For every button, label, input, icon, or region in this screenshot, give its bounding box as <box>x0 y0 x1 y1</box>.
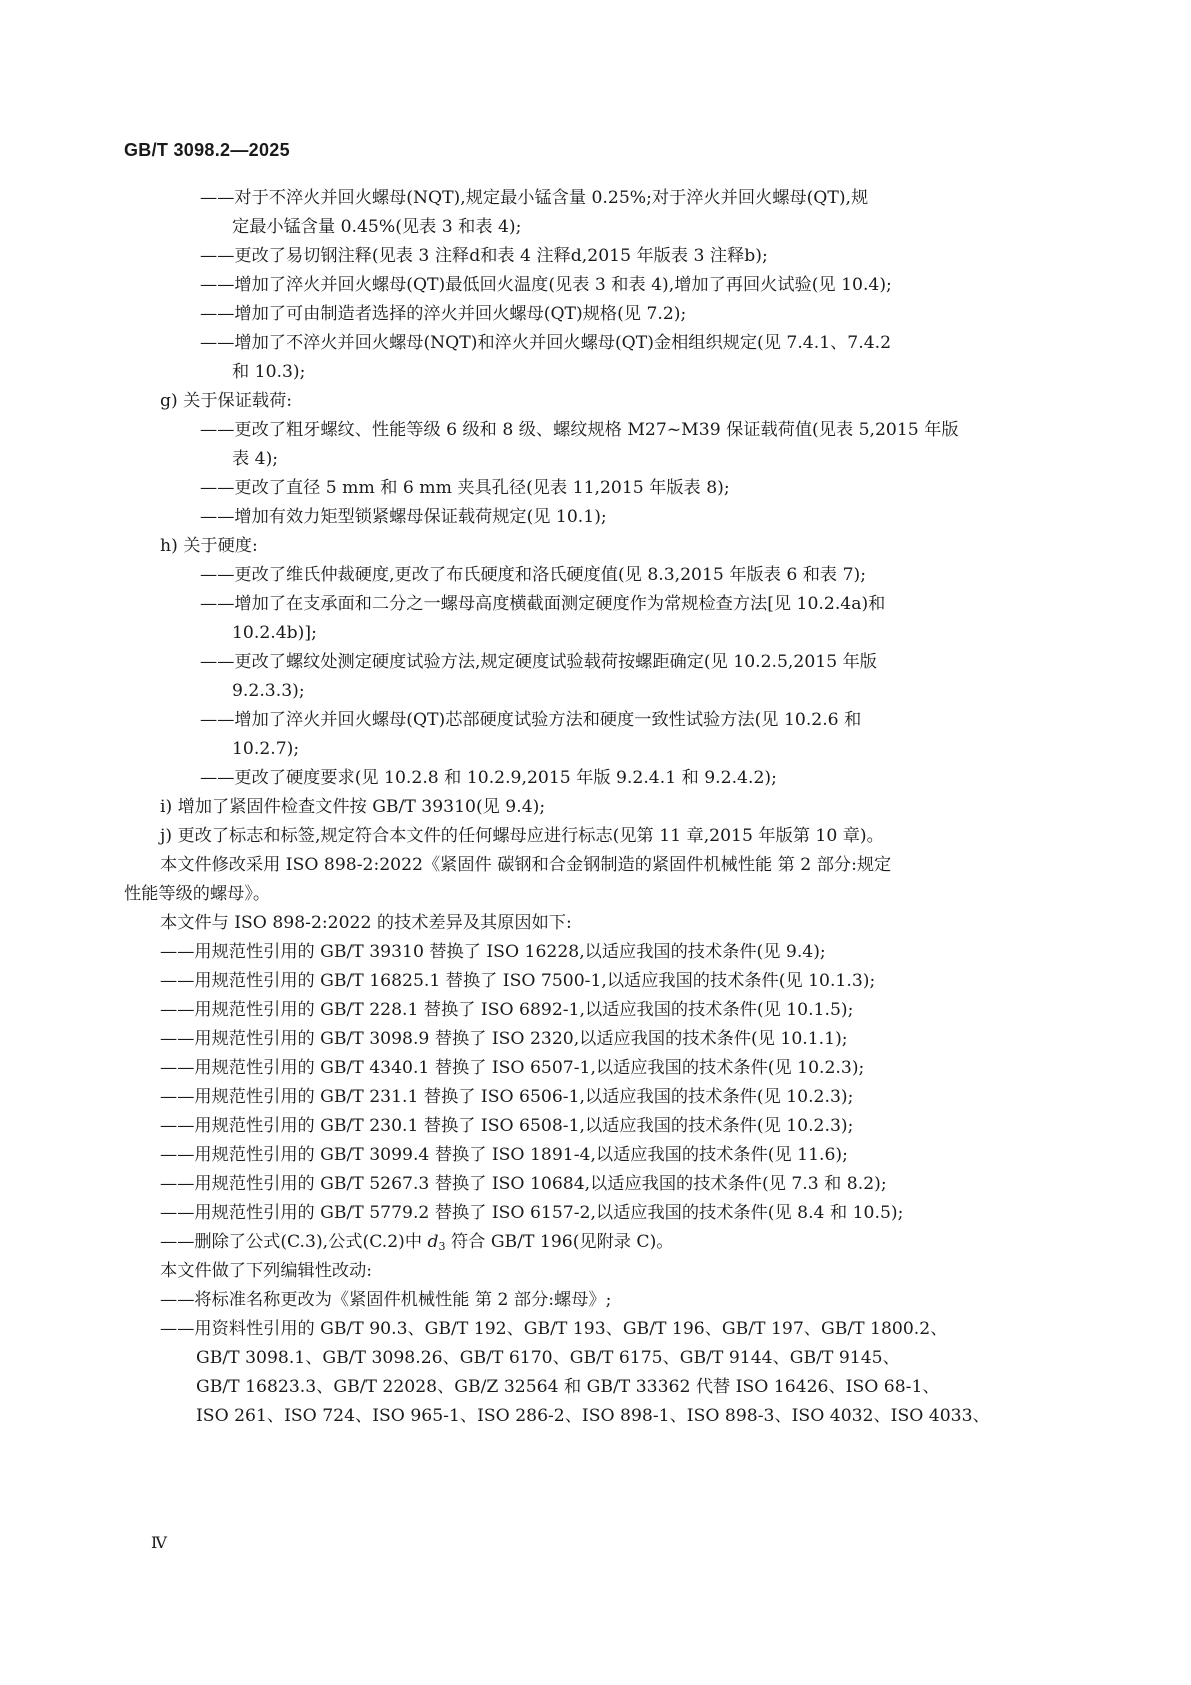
text-line: GB/T 3098.1、GB/T 3098.26、GB/T 6170、GB/T 6175、GB/T 9144、GB/T 9145、 <box>196 1348 900 1368</box>
text-line: ——更改了直径 5 mm 和 6 mm 夹具孔径(见表 11,2015 年版表 8); <box>200 478 730 498</box>
text-line: ——更改了维氏仲裁硬度,更改了布氏硬度和洛氏硬度值(见 8.3,2015 年版表 6 和表 7); <box>200 565 867 585</box>
text-line: ——用规范性引用的 GB/T 39310 替换了 ISO 16228,以适应我国的技术条件(见 9.4); <box>160 942 826 962</box>
text-line: ——更改了粗牙螺纹、性能等级 6 级和 8 级、螺纹规格 M27~M39 保证载荷值(见表 5,2015 年版 <box>200 420 959 440</box>
text-line: ——用规范性引用的 GB/T 16825.1 替换了 ISO 7500-1,以适应我国的技术条件(见 10.1.3); <box>160 971 876 991</box>
text-line: 定最小锰含量 0.45%(见表 3 和表 4); <box>232 217 522 237</box>
text-line: ——将标准名称更改为《紧固件机械性能 第 2 部分:螺母》; <box>160 1290 612 1310</box>
document-id-header: GB/T 3098.2—2025 <box>124 140 290 160</box>
text-line: ——用规范性引用的 GB/T 5779.2 替换了 ISO 6157-2,以适应我国的技术条件(见 8.4 和 10.5); <box>160 1203 904 1223</box>
text-line: ——用规范性引用的 GB/T 228.1 替换了 ISO 6892-1,以适应我国的技术条件(见 10.1.5); <box>160 1000 854 1020</box>
text-line: ——用规范性引用的 GB/T 3098.9 替换了 ISO 2320,以适应我国的技术条件(见 10.1.1); <box>160 1029 848 1049</box>
text-line: ——更改了硬度要求(见 10.2.8 和 10.2.9,2015 年版 9.2.4.1 和 9.2.4.2); <box>200 768 777 788</box>
paragraph-line: 本文件修改采用 ISO 898-2:2022《紧固件 碳钢和合金钢制造的紧固件机械性能 第 2 部分:规定 <box>160 855 892 875</box>
text-segment: ——删除了公式(C.3),公式(C.2)中 <box>160 1232 428 1252</box>
list-item-i: i) 增加了紧固件检查文件按 GB/T 39310(见 9.4); <box>160 797 546 817</box>
text-line: 10.2.7); <box>232 739 300 759</box>
paragraph-line: 本文件与 ISO 898-2:2022 的技术差异及其原因如下: <box>160 913 572 933</box>
text-line: ——增加了在支承面和二分之一螺母高度横截面测定硬度作为常规检查方法[见 10.2.4a)和 <box>200 594 886 614</box>
text-line: ——更改了螺纹处测定硬度试验方法,规定硬度试验载荷按螺距确定(见 10.2.5,2015 年版 <box>200 652 877 672</box>
math-variable: d <box>427 1232 439 1252</box>
text-line: ——用资料性引用的 GB/T 90.3、GB/T 192、GB/T 193、GB/T 196、GB/T 197、GB/T 1800.2、 <box>160 1319 948 1339</box>
text-line: ——增加了淬火并回火螺母(QT)芯部硬度试验方法和硬度一致性试验方法(见 10.2.6 和 <box>200 710 862 730</box>
math-subscript: 3 <box>438 1240 446 1253</box>
text-line: ——对于不淬火并回火螺母(NQT),规定最小锰含量 0.25%;对于淬火并回火螺母(QT),规 <box>200 188 869 208</box>
text-line: ——用规范性引用的 GB/T 5267.3 替换了 ISO 10684,以适应我国的技术条件(见 7.3 和 8.2); <box>160 1174 887 1194</box>
list-item-j: j) 更改了标志和标签,规定符合本文件的任何螺母应进行标志(见第 11 章,2015 年版第 10 章)。 <box>160 826 884 846</box>
text-line: 表 4); <box>232 449 279 469</box>
text-line: ——增加了淬火并回火螺母(QT)最低回火温度(见表 3 和表 4),增加了再回火试验(见 10.4); <box>200 275 892 295</box>
list-item-g: g) 关于保证载荷: <box>160 391 293 411</box>
text-line: ——用规范性引用的 GB/T 4340.1 替换了 ISO 6507-1,以适应我国的技术条件(见 10.2.3); <box>160 1058 865 1078</box>
paragraph-line: 本文件做了下列编辑性改动: <box>160 1261 373 1281</box>
formula-note-line <box>160 1230 673 1259</box>
text-line: ——用规范性引用的 GB/T 230.1 替换了 ISO 6508-1,以适应我国的技术条件(见 10.2.3); <box>160 1116 854 1136</box>
text-line: ——用规范性引用的 GB/T 3099.4 替换了 ISO 1891-4,以适应我国的技术条件(见 11.6); <box>160 1145 848 1165</box>
text-line: ——增加了可由制造者选择的淬火并回火螺母(QT)规格(见 7.2); <box>200 304 687 324</box>
text-segment: 符合 GB/T 196(见附录 C)。 <box>445 1232 674 1252</box>
page-number: Ⅳ <box>151 1533 167 1552</box>
text-line: GB/T 16823.3、GB/T 22028、GB/Z 32564 和 GB/T 33362 代替 ISO 16426、ISO 68-1、 <box>196 1377 940 1397</box>
text-line: 10.2.4b)]; <box>232 623 317 643</box>
text-line: ——更改了易切钢注释(见表 3 注释d和表 4 注释d,2015 年版表 3 注释b); <box>200 246 768 266</box>
text-line: ——增加了不淬火并回火螺母(NQT)和淬火并回火螺母(QT)金相组织规定(见 7.4.1、7.4.2 <box>200 333 892 353</box>
text-line: 和 10.3); <box>232 362 306 382</box>
text-line: 9.2.3.3); <box>232 681 305 701</box>
list-item-h: h) 关于硬度: <box>160 536 258 556</box>
paragraph-line: 性能等级的螺母》。 <box>124 884 271 904</box>
text-line: ISO 261、ISO 724、ISO 965-1、ISO 286-2、ISO 898-1、ISO 898-3、ISO 4032、ISO 4033、 <box>196 1406 990 1426</box>
text-line: ——增加有效力矩型锁紧螺母保证载荷规定(见 10.1); <box>200 507 607 527</box>
text-line: ——用规范性引用的 GB/T 231.1 替换了 ISO 6506-1,以适应我国的技术条件(见 10.2.3); <box>160 1087 854 1107</box>
